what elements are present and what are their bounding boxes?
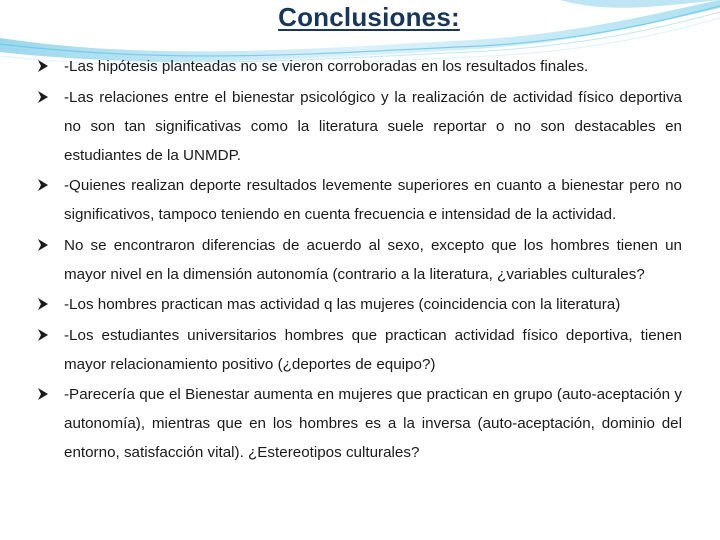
bullet-text: -Las hipótesis planteadas no se vieron corroboradas en los resultados finales. [64, 58, 589, 75]
bullet-text: -Las relaciones entre el bienestar psicológico y la realización de actividad físico deportiva no son tan significativas como la literatura suele reportar o no son destacables en estudiantes de la UNMDP. [64, 88, 682, 164]
bullet-item [36, 231, 682, 289]
arrow-bullet-icon [36, 297, 50, 311]
bullet-item [36, 83, 682, 170]
bullet-item [36, 380, 682, 467]
bullet-item [36, 171, 682, 229]
bullet-text: -Quienes realizan deporte resultados levemente superiores en cuanto a bienestar pero no significativos, tampoco teniendo en cuenta frecuencia e intensidad de la actividad. [64, 177, 682, 223]
arrow-bullet-icon [36, 387, 50, 401]
arrow-bullet-icon [36, 328, 50, 342]
bullet-text: -Los estudiantes universitarios hombres que practican actividad físico deportiva, tienen mayor relacionamiento positivo (¿deportes de equipo?) [64, 326, 682, 373]
conclusions-list [36, 52, 682, 469]
bullet-item [36, 290, 682, 319]
arrow-bullet-icon [36, 238, 50, 252]
arrow-bullet-icon [36, 59, 50, 73]
bullet-text: No se encontraron diferencias de acuerdo al sexo, excepto que los hombres tienen un mayor nivel en la dimensión autonomía (contrario a la literatura, ¿variables culturales? [64, 236, 682, 283]
bullet-item [36, 52, 682, 81]
arrow-bullet-icon [36, 178, 50, 192]
bullet-text: -Parecería que el Bienestar aumenta en mujeres que practican en grupo (auto-aceptación y autonomía), mientras que en los hombres es a la inversa (auto-aceptación, dominio del entorno, satisfacción vital). ¿Estereotipos culturales? [64, 386, 682, 461]
slide-title: Conclusiones: [278, 2, 460, 32]
bullet-item [36, 321, 682, 379]
arrow-bullet-icon [36, 90, 50, 104]
bullet-text: -Los hombres practican mas actividad q las mujeres (coincidencia con la literatura) [64, 296, 621, 313]
